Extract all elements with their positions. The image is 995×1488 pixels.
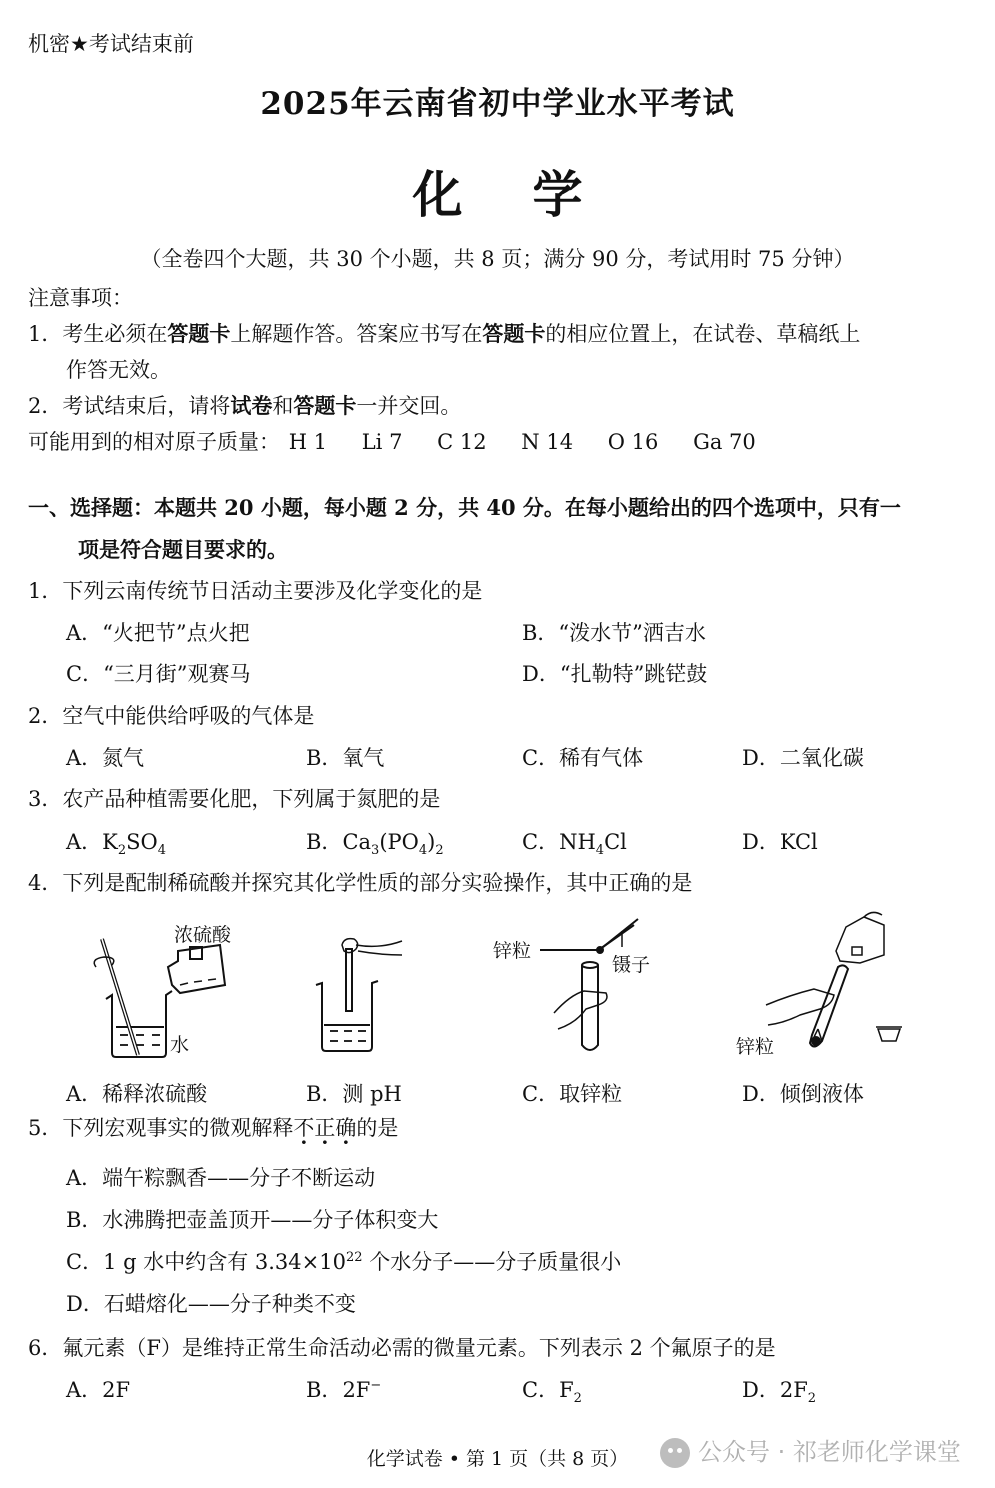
q3-option-d: D．KCl: [742, 830, 818, 854]
q2-option-d: D．二氧化碳: [742, 746, 864, 770]
label-zinc-d: 锌粒: [736, 1036, 775, 1058]
q6-option-b: B．2F−: [306, 1378, 382, 1402]
q3-option-b: B．$Ca_3(PO_4)_2$: [306, 830, 444, 859]
diagram-pour-liquid: [760, 905, 930, 1060]
q4-option-d: D．倾倒液体: [742, 1082, 864, 1106]
q5-option-b: B．水沸腾把壶盖顶开——分子体积变大: [66, 1208, 439, 1232]
q2-option-a: A．氮气: [66, 746, 145, 770]
q6-option-c: C．$F_2$: [522, 1378, 582, 1407]
q6-option-a: A．2F: [66, 1378, 131, 1402]
q6-option-d: D．$2F_2$: [742, 1378, 817, 1407]
label-zinc-c: 锌粒: [493, 940, 532, 962]
question-5-stem: 5．下列宏观事实的微观解释不正确的是: [28, 1116, 399, 1140]
label-tweezers: 镊子: [612, 954, 651, 976]
question-3-stem: 3．农产品种植需要化肥，下列属于氮肥的是: [28, 787, 441, 811]
diagram-measure-ph: [310, 935, 420, 1060]
section-heading-cont: 项是符合题目要求的。: [78, 537, 288, 562]
q5-option-d: D．石蜡熔化——分子种类不变: [66, 1292, 356, 1316]
q5-option-c: C．1 g 水中约含有 $3.34\times 10^{22}$ 个水分子——分子质量很小: [66, 1250, 622, 1274]
question-1-stem: 1．下列云南传统节日活动主要涉及化学变化的是: [28, 579, 483, 603]
label-concentrated-acid: 浓硫酸: [174, 924, 232, 946]
note-item-1: 1．考生必须在答题卡上解题作答。答案应书写在答题卡的相应位置上，在试卷、草稿纸上: [28, 321, 861, 346]
notes-heading: 注意事项：: [28, 286, 133, 310]
q2-option-c: C．稀有气体: [522, 746, 644, 770]
q1-option-d: D．“扎勒特”跳铓鼓: [522, 662, 708, 686]
section-heading: 一、选择题：本题共 20 小题，每小题 2 分，共 40 分。在每小题给出的四个选项中，只有一: [28, 495, 901, 520]
diagram-take-zinc: [490, 905, 650, 1060]
note-item-1-cont: 作答无效。: [66, 358, 171, 382]
question-6-stem: 6．氟元素（F）是维持正常生命活动必需的微量元素。下列表示 2 个氟原子的是: [28, 1336, 776, 1360]
q4-option-c: C．取锌粒: [522, 1082, 623, 1106]
note-item-2: 2．考试结束后，请将试卷和答题卡一并交回。: [28, 393, 462, 418]
q5-option-a: A．端午粽飘香——分子不断运动: [66, 1166, 376, 1190]
wechat-icon: [660, 1438, 690, 1468]
confidential-label: 机密★考试结束前: [28, 32, 194, 56]
q1-option-a: A．“火把节”点火把: [66, 621, 250, 645]
q4-option-b: B．测 pH: [306, 1082, 402, 1106]
question-4-stem: 4．下列是配制稀硫酸并探究其化学性质的部分实验操作，其中正确的是: [28, 871, 693, 895]
exam-info: （全卷四个大题，共 30 个小题，共 8 页；满分 90 分，考试用时 75 分钟）: [140, 247, 855, 271]
q3-option-a: A．$K_2SO_4$: [66, 830, 167, 859]
q1-option-c: C．“三月街”观赛马: [66, 662, 251, 686]
q1-option-b: B．“泼水节”洒吉水: [522, 621, 706, 645]
watermark: 公众号 · 祁老师化学课堂: [660, 1432, 961, 1468]
atomic-masses: 可能用到的相对原子质量： H 1 Li 7 C 12 N 14 O 16 Ga 70: [28, 430, 756, 454]
q2-option-b: B．氧气: [306, 746, 385, 770]
exam-title: 2025年云南省初中学业水平考试: [260, 86, 735, 122]
q4-option-a: A．稀释浓硫酸: [66, 1082, 208, 1106]
subject-title: 化学: [412, 165, 653, 224]
q3-option-c: C．$NH_4Cl$: [522, 830, 627, 859]
page-footer: 化学试卷 • 第 1 页（共 8 页）: [366, 1448, 629, 1470]
question-2-stem: 2．空气中能供给呼吸的气体是: [28, 704, 315, 728]
label-water: 水: [170, 1034, 190, 1056]
